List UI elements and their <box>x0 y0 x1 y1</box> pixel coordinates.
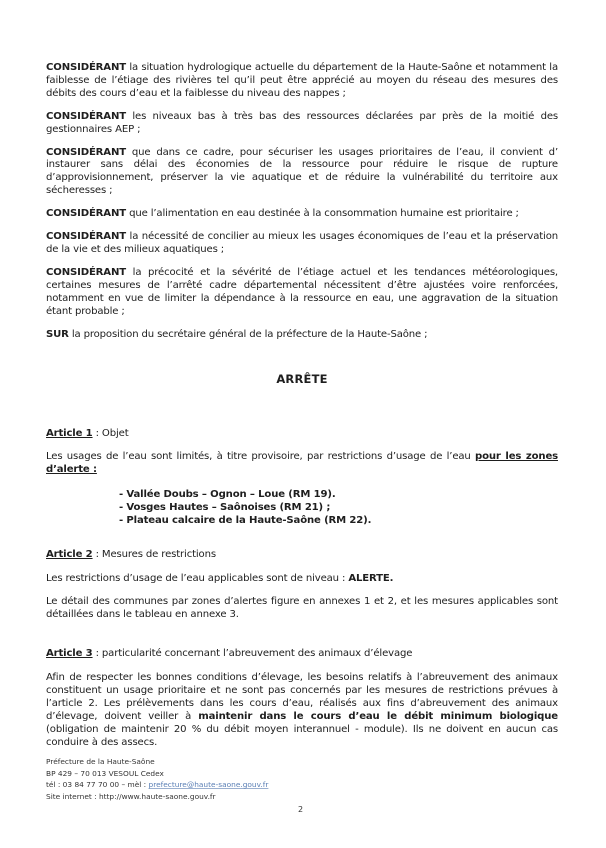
document-page <box>46 62 558 748</box>
article-1-body <box>46 451 558 477</box>
article-1-text: Les usages de l’eau sont limités, à titre provisoire, par restrictions d’usage de l’eau <box>46 451 476 462</box>
article-3-label: Article 3 <box>46 648 93 659</box>
article-2-label: Article 2 <box>46 549 93 560</box>
considerant-keyword: CONSIDÉRANT <box>46 231 127 243</box>
alert-zone-item: - Plateau calcaire de la Haute-Saône (RM 22). <box>119 514 372 526</box>
article-3-heading <box>46 648 412 661</box>
footer-email-link[interactable]: prefecture@haute-saone.gouv.fr <box>148 780 269 790</box>
considerant-1 <box>46 62 558 101</box>
alert-zone-item: - Vallée Doubs – Ognon – Loue (RM 19). <box>119 489 336 500</box>
sur-proposition <box>46 329 558 342</box>
sur-text: la proposition du secrétaire général de la préfecture de la Haute-Saône ; <box>68 328 428 340</box>
article-2-heading <box>46 549 216 562</box>
considerant-text: la précocité et la sévérité de l’étiage actuel et les tendances météorologiques, certaines mesures de l’arrêté cadre départemental nécessitent d’être ajustées voire renforcées, notamment en vue de limiter la dépendance à la ressource en eau, une aggravation de la situation étant probable ; <box>46 266 558 317</box>
decision-title: ARRÊTE <box>276 372 328 386</box>
considerant-text: que l’alimentation en eau destinée à la consommation humaine est prioritaire ; <box>126 208 519 220</box>
considerant-4 <box>46 208 558 221</box>
article-1-emphasis: pour les zones d’alerte : <box>46 451 558 475</box>
article-2-level <box>46 573 558 586</box>
considerant-text: la situation hydrologique actuelle du département de la Haute-Saône et notamment la faiblesse de l’étiage des rivières tel qu’il peut être apprécié au moyen du réseau des mesures des débits des cours d’eau et la faiblesse du niveau des nappes ; <box>46 62 558 99</box>
considerant-keyword: CONSIDÉRANT <box>46 266 127 278</box>
article-1-title: : Objet <box>92 428 129 439</box>
footer-contact <box>46 779 268 791</box>
article-2-detail: Le détail des communes par zones d’alertes figure en annexes 1 et 2, et les mesures applicables sont détaillées dans le tableau en annexe 3. <box>46 596 558 620</box>
considerant-keyword: CONSIDÉRANT <box>46 146 127 158</box>
article-3-text-end: (obligation de maintenir 20 % du débit moyen interannuel - module). Ils ne doivent en aucun cas conduire à des assecs. <box>46 723 558 748</box>
footer-address-name: Préfecture de la Haute-Saône <box>46 757 155 766</box>
considerant-6 <box>46 267 558 319</box>
alert-zones-list <box>119 489 371 528</box>
considerant-5 <box>46 231 558 257</box>
considerant-keyword: CONSIDÉRANT <box>46 208 127 220</box>
considerant-text: la nécessité de concilier au mieux les usages économiques de l’eau et la préservation de la vie et des milieux aquatiques ; <box>46 231 558 255</box>
page-number: 2 <box>298 805 304 814</box>
article-3-title: : particularité concernant l’abreuvement des animaux d’élevage <box>92 648 413 659</box>
considerant-2 <box>46 111 558 137</box>
footer <box>46 756 268 802</box>
footer-website[interactable]: Site internet : http://www.haute-saone.gouv.fr <box>46 791 216 801</box>
sur-keyword: SUR <box>46 328 69 340</box>
article-3-body <box>46 672 558 749</box>
alert-level-badge: ALERTE. <box>348 573 394 584</box>
article-2-level-text: Les restrictions d’usage de l’eau applicables sont de niveau : <box>46 573 349 584</box>
article-3-text: Afin de respecter les bonnes conditions d’élevage, les besoins relatifs à l’abreuvement des animaux constituent un usage prioritaire et ne sont pas concernés par les mesures de restrictions prévues à l’article 2. Les prélèvements dans les cours d’eau, réalisés aux fins d’abreuvement des animaux d’élevage, doivent veiller à <box>46 672 558 722</box>
alert-zone-item: - Vosges Hautes – Saônoises (RM 21) ; <box>119 501 331 513</box>
footer-address-postal: BP 429 – 70 013 VESOUL Cedex <box>46 768 164 778</box>
considerant-keyword: CONSIDÉRANT <box>46 110 127 122</box>
footer-phone: tél : 03 84 77 70 00 – mèl : <box>46 780 149 790</box>
considerant-3 <box>46 147 558 199</box>
article-2-title: : Mesures de restrictions <box>92 549 216 560</box>
article-1-label: Article 1 <box>46 428 93 439</box>
article-1-heading <box>46 428 129 441</box>
considerant-text: les niveaux bas à très bas des ressources déclarées par près de la moitié des gestionnaires AEP ; <box>46 110 558 135</box>
article-3-emphasis: maintenir dans le cours d’eau le débit minimum biologique <box>198 710 558 722</box>
considerant-keyword: CONSIDÉRANT <box>46 62 127 73</box>
considerant-text: que dans ce cadre, pour sécuriser les usages prioritaires de l’eau, il convient d’ instaurer sans délai des économies de la ressource pour réduire le risque de rupture d’approvisionnement, préserver la vie aquatique et de réduire la vulnérabilité du territoire aux sécheresses ; <box>46 146 558 197</box>
